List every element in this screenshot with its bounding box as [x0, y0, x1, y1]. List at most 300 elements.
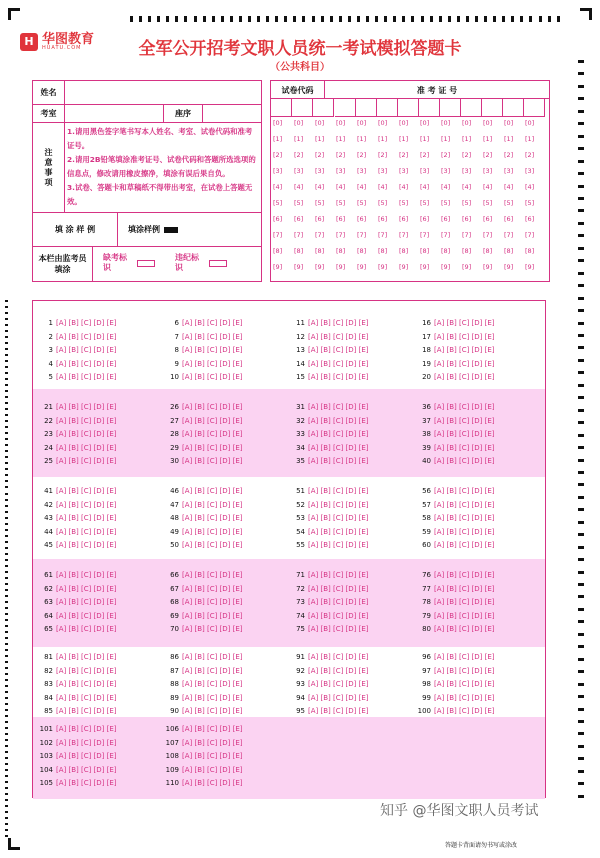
option-bubbles[interactable]: [A] [B] [C] [D] [E] — [434, 611, 495, 620]
answer-question[interactable] — [417, 457, 495, 465]
option-bubbles[interactable]: [A] [B] [C] [D] [E] — [56, 514, 117, 522]
answer-question[interactable] — [165, 694, 243, 702]
digit-bubble[interactable]: [0] — [315, 119, 325, 127]
option-bubbles[interactable]: [A] [B] [C] [D] [E] — [56, 457, 117, 465]
option-bubbles[interactable]: [A] [B] [C] [D] [E] — [182, 680, 243, 688]
answer-question[interactable] — [39, 779, 117, 787]
digit-bubble[interactable]: [2] — [336, 151, 346, 159]
option-bubbles[interactable]: [A] [B] [C] [D] [E] — [434, 571, 495, 579]
answer-question[interactable] — [165, 766, 243, 774]
answer-question[interactable] — [39, 667, 117, 675]
digit-bubble[interactable]: [4] — [504, 183, 514, 191]
option-bubbles[interactable]: [A] [B] [C] [D] [E] — [182, 416, 243, 425]
answer-question[interactable] — [291, 528, 369, 536]
digit-bubble[interactable]: [8] — [462, 247, 472, 255]
digit-bubble[interactable]: [2] — [483, 151, 493, 159]
digit-bubble[interactable]: [5] — [441, 199, 451, 207]
answer-question[interactable] — [165, 598, 243, 606]
option-bubbles[interactable]: [A] [B] [C] [D] [E] — [182, 738, 243, 747]
digit-bubble[interactable]: [8] — [378, 247, 388, 255]
option-bubbles[interactable]: [A] [B] [C] [D] [E] — [308, 416, 369, 425]
answer-question[interactable] — [165, 333, 243, 341]
option-bubbles[interactable]: [A] [B] [C] [D] [E] — [434, 625, 495, 633]
digit-bubble[interactable]: [5] — [525, 199, 535, 207]
digit-bubble[interactable]: [0] — [525, 119, 535, 127]
answer-question[interactable] — [417, 373, 495, 381]
digit-bubble[interactable]: [3] — [273, 167, 283, 175]
option-bubbles[interactable]: [A] [B] [C] [D] [E] — [434, 403, 495, 411]
answer-question[interactable] — [39, 487, 117, 495]
code-write-box[interactable] — [377, 99, 398, 117]
answer-question[interactable] — [165, 779, 243, 787]
option-bubbles[interactable]: [A] [B] [C] [D] [E] — [182, 527, 243, 536]
answer-question[interactable] — [291, 444, 369, 452]
digit-bubble[interactable]: [2] — [504, 151, 514, 159]
option-bubbles[interactable]: [A] [B] [C] [D] [E] — [308, 359, 369, 368]
answer-question[interactable] — [165, 739, 243, 747]
option-bubbles[interactable]: [A] [B] [C] [D] [E] — [434, 359, 495, 368]
digit-bubble[interactable]: [1] — [441, 135, 451, 143]
digit-bubble[interactable]: [3] — [294, 167, 304, 175]
option-bubbles[interactable]: [A] [B] [C] [D] [E] — [56, 571, 117, 579]
option-bubbles[interactable]: [A] [B] [C] [D] [E] — [308, 500, 369, 509]
option-bubbles[interactable]: [A] [B] [C] [D] [E] — [308, 332, 369, 341]
answer-question[interactable] — [165, 752, 243, 760]
option-bubbles[interactable]: [A] [B] [C] [D] [E] — [434, 430, 495, 438]
option-bubbles[interactable]: [A] [B] [C] [D] [E] — [182, 765, 243, 774]
digit-bubble[interactable]: [1] — [294, 135, 304, 143]
answer-question[interactable] — [39, 680, 117, 688]
digit-bubble[interactable]: [9] — [462, 263, 472, 271]
option-bubbles[interactable]: [A] [B] [C] [D] [E] — [182, 571, 243, 579]
answer-question[interactable] — [39, 707, 117, 715]
answer-question[interactable] — [39, 501, 117, 509]
digit-bubble[interactable]: [3] — [399, 167, 409, 175]
digit-bubble[interactable]: [6] — [357, 215, 367, 223]
answer-question[interactable] — [291, 430, 369, 438]
answer-question[interactable] — [165, 725, 243, 733]
option-bubbles[interactable]: [A] [B] [C] [D] [E] — [56, 319, 117, 327]
digit-bubble[interactable]: [3] — [462, 167, 472, 175]
digit-bubble[interactable]: [8] — [273, 247, 283, 255]
answer-question[interactable] — [417, 430, 495, 438]
digit-bubble[interactable]: [2] — [273, 151, 283, 159]
answer-question[interactable] — [165, 707, 243, 715]
option-bubbles[interactable]: [A] [B] [C] [D] [E] — [56, 680, 117, 688]
digit-bubble[interactable]: [8] — [315, 247, 325, 255]
digit-bubble[interactable]: [2] — [441, 151, 451, 159]
option-bubbles[interactable]: [A] [B] [C] [D] [E] — [56, 598, 117, 606]
answer-question[interactable] — [291, 373, 369, 381]
option-bubbles[interactable]: [A] [B] [C] [D] [E] — [182, 403, 243, 411]
answer-question[interactable] — [291, 333, 369, 341]
digit-bubble[interactable]: [2] — [525, 151, 535, 159]
answer-question[interactable] — [291, 501, 369, 509]
digit-bubble[interactable]: [6] — [420, 215, 430, 223]
option-bubbles[interactable]: [A] [B] [C] [D] [E] — [434, 527, 495, 536]
digit-bubble[interactable]: [1] — [273, 135, 283, 143]
answer-question[interactable] — [291, 487, 369, 495]
option-bubbles[interactable]: [A] [B] [C] [D] [E] — [308, 443, 369, 452]
digit-bubble[interactable]: [7] — [420, 231, 430, 239]
answer-question[interactable] — [291, 360, 369, 368]
answer-question[interactable] — [291, 612, 369, 620]
digit-bubble[interactable]: [2] — [315, 151, 325, 159]
answer-question[interactable] — [291, 571, 369, 579]
option-bubbles[interactable]: [A] [B] [C] [D] [E] — [56, 725, 117, 733]
answer-question[interactable] — [165, 514, 243, 522]
code-write-box[interactable] — [335, 99, 356, 117]
code-write-box[interactable] — [524, 99, 545, 117]
option-bubbles[interactable]: [A] [B] [C] [D] [E] — [434, 457, 495, 465]
digit-bubble[interactable]: [6] — [525, 215, 535, 223]
digit-bubble[interactable]: [4] — [399, 183, 409, 191]
answer-question[interactable] — [39, 752, 117, 760]
answer-question[interactable] — [417, 514, 495, 522]
option-bubbles[interactable]: [A] [B] [C] [D] [E] — [308, 541, 369, 549]
option-bubbles[interactable]: [A] [B] [C] [D] [E] — [434, 500, 495, 509]
option-bubbles[interactable]: [A] [B] [C] [D] [E] — [182, 514, 243, 522]
digit-bubble[interactable]: [5] — [336, 199, 346, 207]
digit-bubble[interactable]: [8] — [336, 247, 346, 255]
answer-question[interactable] — [39, 430, 117, 438]
answer-question[interactable] — [39, 598, 117, 606]
digit-bubble[interactable]: [9] — [399, 263, 409, 271]
answer-question[interactable] — [417, 403, 495, 411]
digit-bubble[interactable]: [4] — [441, 183, 451, 191]
digit-bubble[interactable]: [2] — [294, 151, 304, 159]
digit-bubble[interactable]: [7] — [462, 231, 472, 239]
digit-bubble[interactable]: [1] — [315, 135, 325, 143]
digit-bubble[interactable]: [3] — [483, 167, 493, 175]
digit-bubble[interactable]: [4] — [525, 183, 535, 191]
answer-question[interactable] — [417, 319, 495, 327]
digit-bubble[interactable]: [4] — [462, 183, 472, 191]
option-bubbles[interactable]: [A] [B] [C] [D] [E] — [56, 584, 117, 593]
option-bubbles[interactable]: [A] [B] [C] [D] [E] — [182, 611, 243, 620]
answer-question[interactable] — [417, 487, 495, 495]
option-bubbles[interactable]: [A] [B] [C] [D] [E] — [308, 346, 369, 354]
answer-question[interactable] — [165, 444, 243, 452]
option-bubbles[interactable]: [A] [B] [C] [D] [E] — [182, 319, 243, 327]
digit-bubble[interactable]: [2] — [462, 151, 472, 159]
digit-bubble[interactable]: [7] — [504, 231, 514, 239]
option-bubbles[interactable]: [A] [B] [C] [D] [E] — [56, 625, 117, 633]
option-bubbles[interactable]: [A] [B] [C] [D] [E] — [308, 319, 369, 327]
option-bubbles[interactable]: [A] [B] [C] [D] [E] — [182, 443, 243, 452]
answer-question[interactable] — [417, 417, 495, 425]
option-bubbles[interactable]: [A] [B] [C] [D] [E] — [56, 738, 117, 747]
answer-question[interactable] — [417, 667, 495, 675]
answer-question[interactable] — [165, 346, 243, 354]
option-bubbles[interactable]: [A] [B] [C] [D] [E] — [182, 359, 243, 368]
digit-bubble[interactable]: [6] — [273, 215, 283, 223]
answer-question[interactable] — [39, 333, 117, 341]
digit-bubble[interactable]: [0] — [336, 119, 346, 127]
digit-bubble[interactable]: [3] — [336, 167, 346, 175]
option-bubbles[interactable]: [A] [B] [C] [D] [E] — [182, 457, 243, 465]
digit-bubble[interactable]: [5] — [504, 199, 514, 207]
answer-question[interactable] — [417, 501, 495, 509]
digit-bubble[interactable]: [7] — [378, 231, 388, 239]
digit-bubble[interactable]: [2] — [378, 151, 388, 159]
digit-bubble[interactable]: [9] — [315, 263, 325, 271]
digit-bubble[interactable]: [9] — [483, 263, 493, 271]
answer-question[interactable] — [165, 680, 243, 688]
digit-bubble[interactable]: [6] — [441, 215, 451, 223]
answer-question[interactable] — [39, 346, 117, 354]
digit-bubble[interactable]: [0] — [378, 119, 388, 127]
digit-bubble[interactable]: [5] — [462, 199, 472, 207]
option-bubbles[interactable]: [A] [B] [C] [D] [E] — [308, 514, 369, 522]
answer-question[interactable] — [39, 725, 117, 733]
option-bubbles[interactable]: [A] [B] [C] [D] [E] — [182, 500, 243, 509]
digit-bubble[interactable]: [1] — [504, 135, 514, 143]
answer-question[interactable] — [39, 541, 117, 549]
digit-bubble[interactable]: [8] — [420, 247, 430, 255]
answer-question[interactable] — [39, 319, 117, 327]
option-bubbles[interactable]: [A] [B] [C] [D] [E] — [434, 373, 495, 381]
digit-bubble[interactable]: [0] — [294, 119, 304, 127]
answer-question[interactable] — [39, 514, 117, 522]
digit-bubble[interactable]: [0] — [483, 119, 493, 127]
answer-question[interactable] — [291, 514, 369, 522]
code-write-box[interactable] — [482, 99, 503, 117]
option-bubbles[interactable]: [A] [B] [C] [D] [E] — [56, 541, 117, 549]
digit-bubble[interactable]: [0] — [462, 119, 472, 127]
digit-bubble[interactable]: [4] — [420, 183, 430, 191]
answer-question[interactable] — [39, 653, 117, 661]
digit-bubble[interactable]: [2] — [420, 151, 430, 159]
option-bubbles[interactable]: [A] [B] [C] [D] [E] — [434, 514, 495, 522]
digit-bubble[interactable]: [5] — [273, 199, 283, 207]
option-bubbles[interactable]: [A] [B] [C] [D] [E] — [308, 707, 369, 715]
answer-question[interactable] — [291, 403, 369, 411]
digit-bubble[interactable]: [5] — [399, 199, 409, 207]
answer-question[interactable] — [291, 680, 369, 688]
digit-bubble[interactable]: [0] — [504, 119, 514, 127]
digit-bubble[interactable]: [4] — [357, 183, 367, 191]
answer-question[interactable] — [417, 571, 495, 579]
option-bubbles[interactable]: [A] [B] [C] [D] [E] — [56, 527, 117, 536]
digit-bubble[interactable]: [6] — [399, 215, 409, 223]
digit-bubble[interactable]: [0] — [399, 119, 409, 127]
answer-question[interactable] — [291, 585, 369, 593]
digit-bubble[interactable]: [9] — [378, 263, 388, 271]
answer-question[interactable] — [417, 360, 495, 368]
digit-bubble[interactable]: [7] — [336, 231, 346, 239]
option-bubbles[interactable]: [A] [B] [C] [D] [E] — [56, 707, 117, 715]
digit-bubble[interactable]: [7] — [441, 231, 451, 239]
digit-bubble[interactable]: [0] — [441, 119, 451, 127]
answer-question[interactable] — [291, 346, 369, 354]
digit-bubble[interactable]: [5] — [483, 199, 493, 207]
option-bubbles[interactable]: [A] [B] [C] [D] [E] — [182, 653, 243, 661]
answer-question[interactable] — [165, 360, 243, 368]
answer-question[interactable] — [39, 528, 117, 536]
option-bubbles[interactable]: [A] [B] [C] [D] [E] — [56, 693, 117, 702]
option-bubbles[interactable]: [A] [B] [C] [D] [E] — [182, 752, 243, 760]
option-bubbles[interactable]: [A] [B] [C] [D] [E] — [308, 611, 369, 620]
digit-bubble[interactable]: [1] — [420, 135, 430, 143]
answer-question[interactable] — [417, 694, 495, 702]
option-bubbles[interactable]: [A] [B] [C] [D] [E] — [56, 779, 117, 787]
option-bubbles[interactable]: [A] [B] [C] [D] [E] — [182, 779, 243, 787]
answer-question[interactable] — [417, 346, 495, 354]
answer-question[interactable] — [165, 373, 243, 381]
answer-question[interactable] — [291, 694, 369, 702]
option-bubbles[interactable]: [A] [B] [C] [D] [E] — [56, 346, 117, 354]
digit-bubble[interactable]: [1] — [483, 135, 493, 143]
digit-bubble[interactable]: [5] — [315, 199, 325, 207]
digit-bubble[interactable]: [5] — [420, 199, 430, 207]
answer-question[interactable] — [39, 612, 117, 620]
option-bubbles[interactable]: [A] [B] [C] [D] [E] — [434, 707, 495, 715]
answer-question[interactable] — [165, 612, 243, 620]
answer-question[interactable] — [39, 360, 117, 368]
answer-question[interactable] — [417, 598, 495, 606]
digit-bubble[interactable]: [7] — [399, 231, 409, 239]
code-write-box[interactable] — [292, 99, 313, 117]
answer-question[interactable] — [39, 444, 117, 452]
digit-bubble[interactable]: [9] — [294, 263, 304, 271]
digit-bubble[interactable]: [9] — [357, 263, 367, 271]
answer-question[interactable] — [291, 667, 369, 675]
answer-question[interactable] — [39, 403, 117, 411]
option-bubbles[interactable]: [A] [B] [C] [D] [E] — [182, 584, 243, 593]
option-bubbles[interactable]: [A] [B] [C] [D] [E] — [56, 765, 117, 774]
answer-question[interactable] — [165, 457, 243, 465]
option-bubbles[interactable]: [A] [B] [C] [D] [E] — [182, 693, 243, 702]
digit-bubble[interactable]: [1] — [336, 135, 346, 143]
option-bubbles[interactable]: [A] [B] [C] [D] [E] — [308, 373, 369, 381]
digit-bubble[interactable]: [7] — [294, 231, 304, 239]
digit-bubble[interactable]: [3] — [378, 167, 388, 175]
digit-bubble[interactable]: [1] — [357, 135, 367, 143]
option-bubbles[interactable]: [A] [B] [C] [D] [E] — [308, 430, 369, 438]
option-bubbles[interactable]: [A] [B] [C] [D] [E] — [182, 430, 243, 438]
answer-question[interactable] — [39, 739, 117, 747]
answer-question[interactable] — [417, 585, 495, 593]
digit-bubble[interactable]: [4] — [336, 183, 346, 191]
digit-bubble[interactable]: [5] — [378, 199, 388, 207]
digit-bubble[interactable]: [6] — [378, 215, 388, 223]
digit-bubble[interactable]: [1] — [525, 135, 535, 143]
digit-bubble[interactable]: [6] — [336, 215, 346, 223]
answer-question[interactable] — [165, 417, 243, 425]
option-bubbles[interactable]: [A] [B] [C] [D] [E] — [182, 487, 243, 495]
option-bubbles[interactable]: [A] [B] [C] [D] [E] — [434, 332, 495, 341]
digit-bubble[interactable]: [9] — [504, 263, 514, 271]
digit-bubble[interactable]: [4] — [315, 183, 325, 191]
digit-bubble[interactable]: [0] — [420, 119, 430, 127]
option-bubbles[interactable]: [A] [B] [C] [D] [E] — [308, 598, 369, 606]
option-bubbles[interactable]: [A] [B] [C] [D] [E] — [182, 373, 243, 381]
digit-bubble[interactable]: [9] — [273, 263, 283, 271]
answer-question[interactable] — [165, 501, 243, 509]
option-bubbles[interactable]: [A] [B] [C] [D] [E] — [56, 752, 117, 760]
digit-bubble[interactable]: [8] — [441, 247, 451, 255]
answer-question[interactable] — [39, 585, 117, 593]
option-bubbles[interactable]: [A] [B] [C] [D] [E] — [308, 653, 369, 661]
absent-box[interactable] — [137, 260, 155, 267]
code-write-box[interactable] — [271, 99, 292, 117]
digit-bubble[interactable]: [4] — [483, 183, 493, 191]
digit-bubble[interactable]: [8] — [525, 247, 535, 255]
option-bubbles[interactable]: [A] [B] [C] [D] [E] — [434, 598, 495, 606]
option-bubbles[interactable]: [A] [B] [C] [D] [E] — [308, 666, 369, 675]
digit-bubble[interactable]: [5] — [294, 199, 304, 207]
option-bubbles[interactable]: [A] [B] [C] [D] [E] — [308, 680, 369, 688]
answer-question[interactable] — [165, 625, 243, 633]
digit-bubble[interactable]: [6] — [294, 215, 304, 223]
option-bubbles[interactable]: [A] [B] [C] [D] [E] — [182, 625, 243, 633]
option-bubbles[interactable]: [A] [B] [C] [D] [E] — [56, 487, 117, 495]
digit-bubble[interactable]: [1] — [462, 135, 472, 143]
answer-question[interactable] — [291, 653, 369, 661]
code-write-box[interactable] — [461, 99, 482, 117]
answer-question[interactable] — [417, 680, 495, 688]
answer-question[interactable] — [417, 707, 495, 715]
option-bubbles[interactable]: [A] [B] [C] [D] [E] — [56, 359, 117, 368]
answer-question[interactable] — [291, 707, 369, 715]
answer-question[interactable] — [417, 528, 495, 536]
option-bubbles[interactable]: [A] [B] [C] [D] [E] — [182, 332, 243, 341]
digit-bubble[interactable]: [7] — [315, 231, 325, 239]
digit-bubble[interactable]: [9] — [336, 263, 346, 271]
option-bubbles[interactable]: [A] [B] [C] [D] [E] — [56, 443, 117, 452]
digit-bubble[interactable]: [3] — [357, 167, 367, 175]
option-bubbles[interactable]: [A] [B] [C] [D] [E] — [434, 680, 495, 688]
digit-bubble[interactable]: [6] — [504, 215, 514, 223]
digit-bubble[interactable]: [8] — [357, 247, 367, 255]
answer-question[interactable] — [291, 457, 369, 465]
digit-bubble[interactable]: [8] — [504, 247, 514, 255]
digit-bubble[interactable]: [3] — [525, 167, 535, 175]
code-write-box[interactable] — [313, 99, 334, 117]
option-bubbles[interactable]: [A] [B] [C] [D] [E] — [56, 403, 117, 411]
answer-question[interactable] — [291, 541, 369, 549]
digit-bubble[interactable]: [4] — [294, 183, 304, 191]
option-bubbles[interactable]: [A] [B] [C] [D] [E] — [434, 487, 495, 495]
option-bubbles[interactable]: [A] [B] [C] [D] [E] — [308, 527, 369, 536]
answer-question[interactable] — [165, 319, 243, 327]
answer-question[interactable] — [417, 653, 495, 661]
digit-bubble[interactable]: [6] — [462, 215, 472, 223]
answer-question[interactable] — [165, 528, 243, 536]
option-bubbles[interactable]: [A] [B] [C] [D] [E] — [434, 666, 495, 675]
digit-bubble[interactable]: [3] — [441, 167, 451, 175]
answer-question[interactable] — [165, 487, 243, 495]
answer-question[interactable] — [39, 373, 117, 381]
code-write-box[interactable] — [503, 99, 524, 117]
option-bubbles[interactable]: [A] [B] [C] [D] [E] — [308, 457, 369, 465]
option-bubbles[interactable]: [A] [B] [C] [D] [E] — [434, 319, 495, 327]
option-bubbles[interactable]: [A] [B] [C] [D] [E] — [434, 346, 495, 354]
answer-question[interactable] — [417, 333, 495, 341]
option-bubbles[interactable]: [A] [B] [C] [D] [E] — [56, 430, 117, 438]
option-bubbles[interactable]: [A] [B] [C] [D] [E] — [308, 584, 369, 593]
option-bubbles[interactable]: [A] [B] [C] [D] [E] — [434, 653, 495, 661]
option-bubbles[interactable]: [A] [B] [C] [D] [E] — [434, 416, 495, 425]
digit-bubble[interactable]: [7] — [357, 231, 367, 239]
digit-bubble[interactable]: [7] — [525, 231, 535, 239]
digit-bubble[interactable]: [9] — [525, 263, 535, 271]
digit-bubble[interactable]: [7] — [273, 231, 283, 239]
digit-bubble[interactable]: [8] — [483, 247, 493, 255]
option-bubbles[interactable]: [A] [B] [C] [D] [E] — [182, 725, 243, 733]
answer-question[interactable] — [291, 625, 369, 633]
